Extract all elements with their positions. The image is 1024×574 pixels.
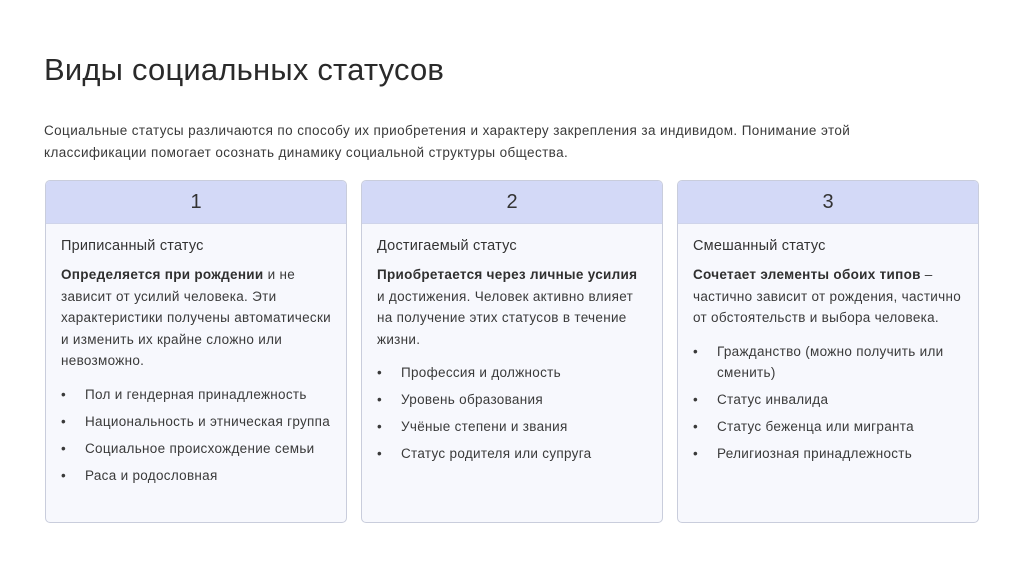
card-mixed-status — [677, 180, 979, 523]
bullet-icon: • — [693, 392, 699, 407]
card-description — [377, 264, 648, 350]
card-description-bold: Определяется при рождении — [61, 267, 264, 282]
list-item-text: Учёные степени и звания — [401, 419, 568, 434]
list-item — [61, 384, 332, 406]
card-list — [61, 384, 332, 487]
intro-text: Социальные статусы различаются по способу их приобретения и характеру закрепления за индивидом. Понимание этой классификации помогает осознать динамику социальной структуры общества. — [44, 123, 851, 160]
bullet-icon: • — [377, 365, 383, 380]
bullet-icon: • — [693, 419, 699, 434]
bullet-icon: • — [61, 467, 67, 483]
list-item-text: Раса и родословная — [85, 467, 218, 483]
list-item — [693, 389, 964, 411]
list-item — [61, 465, 332, 487]
card-description-rest: – частично зависит от рождения, частично от обстоятельств и выбора человека. — [693, 267, 962, 325]
bullet-icon: • — [61, 386, 67, 402]
card-ascribed-status — [45, 180, 347, 523]
list-item-text: Статус беженца или мигранта — [717, 419, 914, 434]
card-description — [693, 264, 964, 329]
list-item — [693, 443, 964, 465]
list-item — [377, 443, 648, 465]
bullet-icon: • — [61, 440, 67, 456]
card-number: 2 — [362, 181, 662, 224]
bullet-icon: • — [377, 392, 383, 407]
list-item — [61, 411, 332, 433]
list-item-text: Пол и гендерная принадлежность — [85, 386, 307, 402]
card-number: 3 — [678, 181, 978, 224]
list-item-text: Статус инвалида — [717, 392, 829, 407]
list-item-text: Социальное происхождение семьи — [85, 440, 315, 456]
list-item — [693, 416, 964, 438]
card-title: Смешанный статус — [693, 238, 826, 254]
list-item-text: Национальность и этническая группа — [85, 413, 331, 429]
card-description-rest: и достижения. Человек активно влияет на получение этих статусов в течение жизни. — [377, 288, 634, 347]
card-description — [61, 264, 332, 372]
list-item-text: Статус родителя или супруга — [401, 446, 592, 461]
list-item — [693, 341, 964, 384]
bullet-icon: • — [377, 419, 383, 434]
card-title: Приписанный статус — [61, 238, 204, 254]
card-description-bold: Сочетает элементы обоих типов — [693, 267, 921, 282]
list-item — [377, 389, 648, 411]
bullet-icon: • — [693, 343, 699, 359]
list-item — [377, 416, 648, 438]
list-item-text: Религиозная принадлежность — [717, 446, 913, 461]
card-achieved-status — [361, 180, 663, 523]
card-list — [377, 362, 648, 465]
card-list — [693, 341, 964, 465]
list-item-text: Профессия и должность — [401, 365, 561, 380]
list-item — [377, 362, 648, 384]
card-description-rest: и не зависит от усилий человека. Эти характеристики получены автоматически и изменить их крайне сложно или невозможно. — [61, 267, 332, 368]
bullet-icon: • — [377, 446, 383, 461]
list-item — [61, 438, 332, 460]
bullet-icon: • — [693, 446, 699, 461]
card-description-bold: Приобретается через личные усилия — [377, 267, 638, 282]
list-item-text: Уровень образования — [401, 392, 543, 407]
bullet-icon: • — [61, 413, 67, 429]
card-number: 1 — [46, 181, 346, 224]
card-title: Достигаемый статус — [377, 238, 517, 254]
list-item-text: Гражданство (можно получить или сменить) — [717, 343, 944, 380]
page-title: Виды социальных статусов — [44, 52, 445, 87]
